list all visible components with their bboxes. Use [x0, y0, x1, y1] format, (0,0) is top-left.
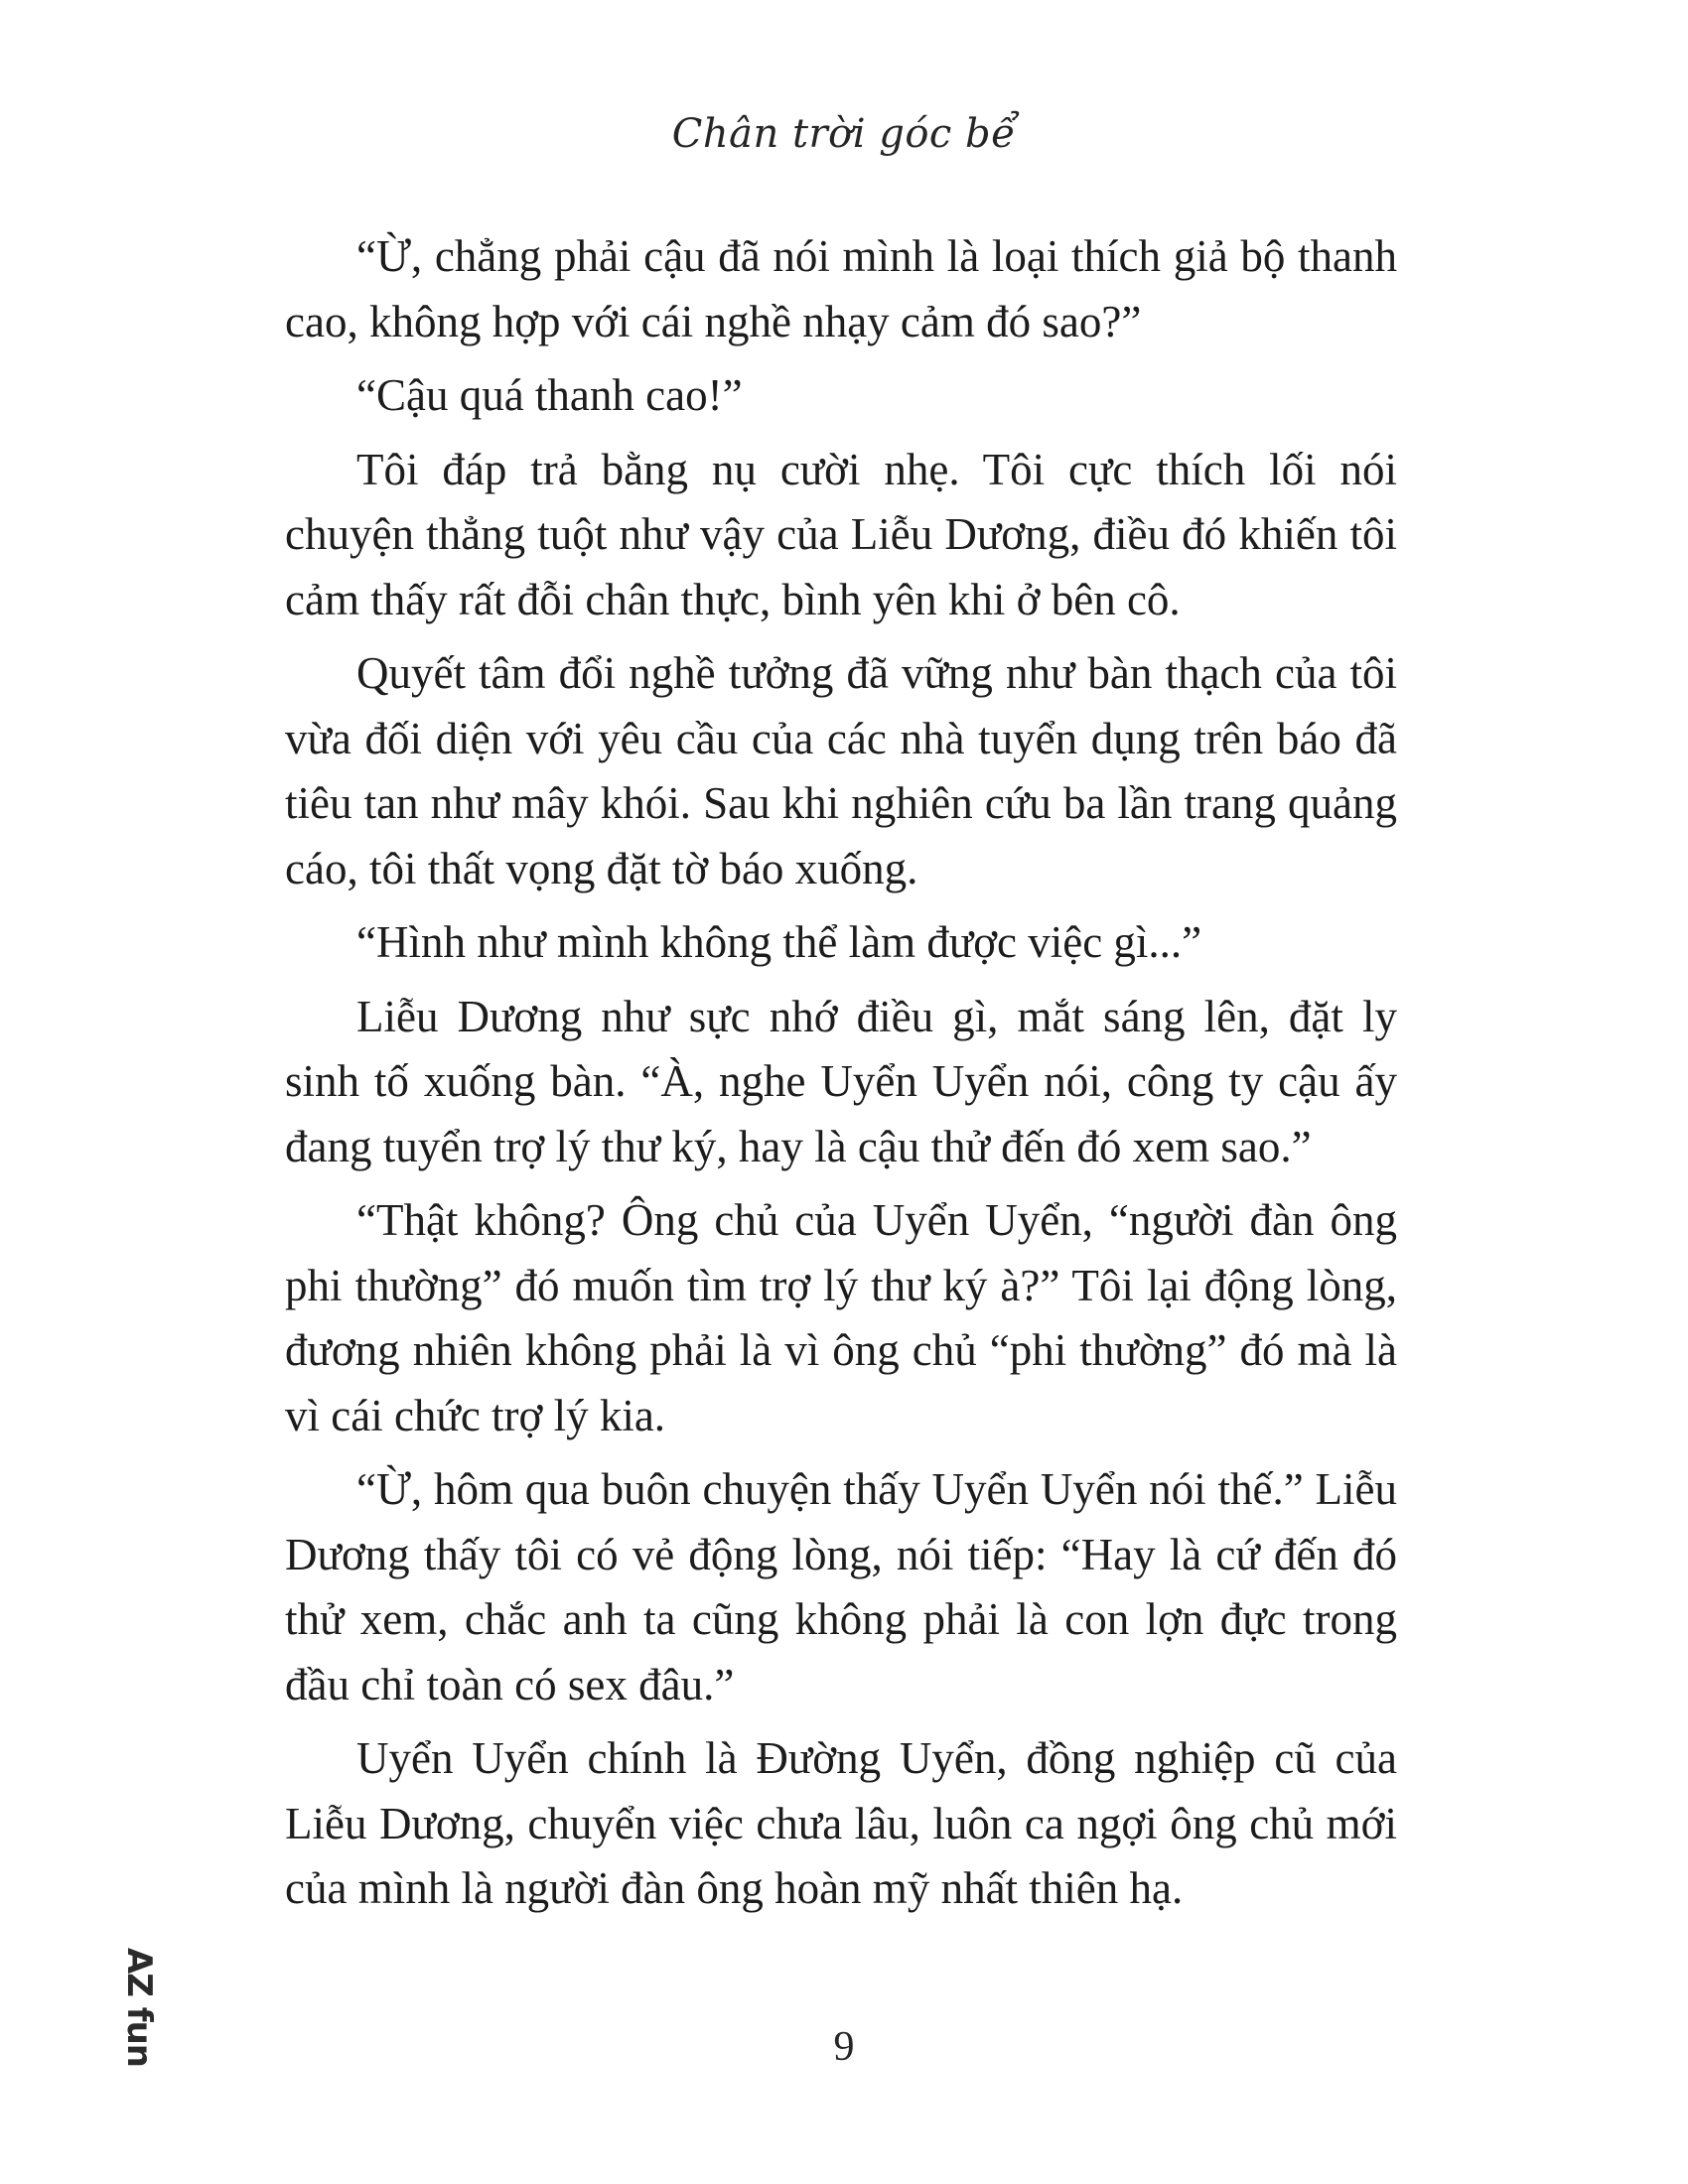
paragraph: Quyết tâm đổi nghề tưởng đã vững như bàn thạch của tôi vừa đối diện với yêu cầu của các nhà tuyển dụng trên báo đã tiêu tan như mây khói. Sau khi nghiên cứu ba lần trang quảng cáo, tôi thất vọng đặt tờ báo xuống. — [285, 648, 1397, 893]
paragraph: “Thật không? Ông chủ của Uyển Uyển, “người đàn ông phi thường” đó muốn tìm trợ lý thư ký à?” Tôi lại động lòng, đương nhiên không phải là vì ông chủ “phi thường” đó mà là vì cái chức trợ lý kia. — [285, 1195, 1397, 1440]
running-header-title: Chân trời góc bể — [671, 111, 1017, 157]
paragraph: “Ừ, hôm qua buôn chuyện thấy Uyển Uyển nói thế.” Liễu Dương thấy tôi có vẻ động lòng, nói tiếp: “Hay là cứ đến đó thử xem, chắc anh ta cũng không phải là con lợn đực trong đầu chỉ toàn có sex đâu.” — [285, 1464, 1397, 1709]
publisher-logo-text: AZ fun — [119, 1947, 159, 2068]
paragraph: Liễu Dương như sực nhớ điều gì, mắt sáng lên, đặt ly sinh tố xuống bàn. “À, nghe Uyển Uyển nói, công ty cậu ấy đang tuyển trợ lý thư ký, hay là cậu thử đến đó xem sao.” — [285, 991, 1397, 1171]
paragraph: Tôi đáp trả bằng nụ cười nhẹ. Tôi cực thích lối nói chuyện thẳng tuột như vậy của Liễu Dương, điều đó khiến tôi cảm thấy rất đỗi chân thực, bình yên khi ở bên cô. — [285, 444, 1397, 624]
page-number: 9 — [833, 2024, 855, 2070]
paragraph: “Cậu quá thanh cao!” — [356, 370, 743, 420]
paragraph: Uyển Uyển chính là Đường Uyển, đồng nghiệp cũ của Liễu Dương, chuyển việc chưa lâu, luôn ca ngợi ông chủ mới của mình là người đàn ông hoàn mỹ nhất thiên hạ. — [285, 1733, 1397, 1913]
paragraph: “Ừ, chẳng phải cậu đã nói mình là loại thích giả bộ thanh cao, không hợp với cái nghề nhạy cảm đó sao?” — [285, 231, 1397, 346]
body-text — [285, 224, 1397, 1922]
paragraph: “Hình như mình không thể làm được việc gì...” — [356, 917, 1202, 967]
